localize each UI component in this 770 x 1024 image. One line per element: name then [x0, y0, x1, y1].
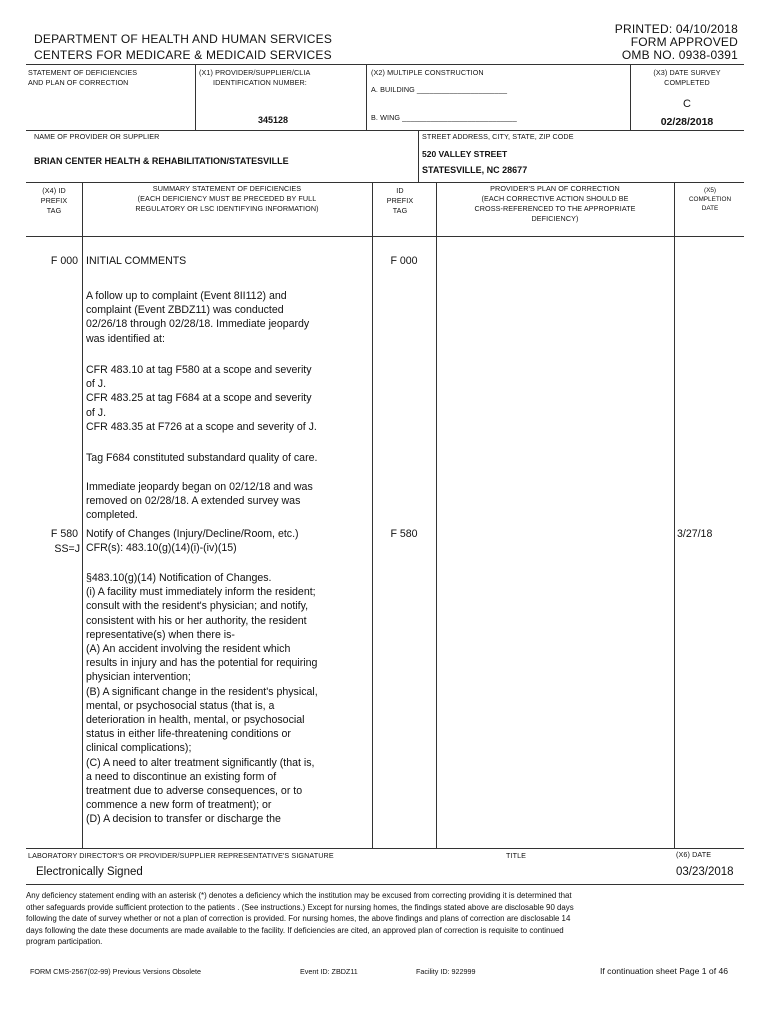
f580-title	[86, 527, 299, 555]
signature-date: 03/23/2018	[676, 866, 734, 878]
x2-label: (X2) MULTIPLE CONSTRUCTION	[371, 68, 484, 77]
text-line: Immediate jeopardy began on 02/12/18 and was	[86, 481, 313, 493]
disclaimer-line: following the date of survey whether or not a plan of correction is provided. For nursing homes, the above findings and plans of correction are disclosable 14	[26, 914, 571, 924]
address-street: 520 VALLEY STREET	[422, 149, 508, 159]
plan-header-line3: CROSS-REFERENCED TO THE APPROPRIATE	[474, 204, 636, 213]
statement-label-2: AND PLAN OF CORRECTION	[28, 78, 129, 87]
text-line: CFR 483.35 at F726 at a scope and severity of J.	[86, 420, 317, 433]
agency-title: CENTERS FOR MEDICARE & MEDICAID SERVICES	[34, 48, 332, 62]
x6-date-label: (X6) DATE	[676, 850, 712, 859]
text-line: Notify of Changes (Injury/Decline/Room, etc.)	[86, 528, 299, 540]
paragraph-complaint	[86, 289, 309, 346]
x2-wing: B. WING ____________________________	[371, 113, 517, 122]
summary-header-line1: SUMMARY STATEMENT OF DEFICIENCIES	[152, 184, 302, 193]
department-title: DEPARTMENT OF HEALTH AND HUMAN SERVICES	[34, 32, 333, 46]
disclaimer-line: days following the date these documents are made available to the facility. If deficiencies are cited, an approved plan of correction is requisite to continued	[26, 925, 564, 935]
form-id: FORM CMS-2567(02-99) Previous Versions Obsolete	[30, 967, 201, 976]
text-line: complaint (Event ZBDZ11) was conducted	[86, 304, 284, 317]
text-line: A follow up to complaint (Event 8II112) and	[86, 290, 287, 302]
text-line: 02/26/18 through 02/28/18. Immediate jeopardy	[86, 318, 310, 331]
disclaimer-line: other safeguards provide sufficient protection to the patients . (See instructions.) Except for nursing homes, the findings stated above are disclosable 90 days	[26, 902, 574, 912]
provider-name-label: NAME OF PROVIDER OR SUPPLIER	[34, 132, 160, 141]
text-line: CFR 483.25 at tag F684 at a scope and severity	[86, 392, 312, 405]
rule-provider	[26, 130, 744, 131]
text-line: (i) A facility must immediately inform the resident;	[86, 586, 316, 599]
summary-header-line3: REGULATORY OR LSC IDENTIFYING INFORMATION)	[135, 204, 319, 213]
disclaimer-line: program participation.	[26, 937, 103, 947]
statement-label-1: STATEMENT OF DEFICIENCIES	[28, 68, 138, 77]
rule-x2-left	[366, 64, 367, 130]
text-line: (D) A decision to transfer or discharge the	[86, 813, 281, 826]
initial-comments-heading: INITIAL COMMENTS	[86, 255, 187, 267]
x5-header-line3: DATE	[701, 205, 719, 212]
survey-completed-date: 02/28/2018	[660, 116, 714, 128]
text-line: (A) An accident involving the resident which	[86, 643, 291, 656]
x5-header-line1: (X5)	[703, 187, 717, 194]
x4-header	[26, 186, 82, 216]
text-line: deterioration in health, mental, or psychosocial	[86, 714, 305, 727]
text-line: (B) A significant change in the resident's physical,	[86, 685, 318, 698]
text-line: representative(s) when there is-	[86, 628, 235, 641]
id-header-line2: PREFIX	[386, 196, 414, 205]
text-line: results in injury and has the potential for requiring	[86, 657, 318, 670]
plan-header	[436, 184, 674, 224]
tag-f580: F 580	[50, 528, 78, 540]
form-approved: FORM APPROVED	[630, 35, 738, 49]
id-header-line3: TAG	[392, 206, 408, 215]
rule-x1-left	[195, 64, 196, 130]
x5-header	[676, 186, 744, 213]
rule-col-id	[372, 182, 373, 848]
x3-label-1: (X3) DATE SURVEY	[653, 68, 721, 77]
text-line: (C) A need to alter treatment significantly (that is,	[86, 756, 315, 769]
plan-header-line2: (EACH CORRECTIVE ACTION SHOULD BE	[481, 194, 629, 203]
text-line: was identified at:	[86, 332, 165, 345]
plan-header-line1: PROVIDER'S PLAN OF CORRECTION	[490, 184, 620, 193]
signature-value: Electronically Signed	[36, 866, 143, 878]
completion-date-f580: 3/27/18	[677, 528, 713, 540]
paragraph-jeopardy	[86, 480, 313, 523]
text-line: CFR(s): 483.10(g)(14)(i)-(iv)(15)	[86, 542, 237, 555]
paragraph-substandard: Tag F684 constituted substandard quality of care.	[86, 452, 318, 464]
rule-col-date	[674, 182, 675, 848]
paragraph-cfr-list	[86, 363, 317, 434]
x1-label-2: IDENTIFICATION NUMBER:	[213, 78, 307, 87]
text-line: commence a new form of treatment); or	[86, 799, 272, 812]
signature-label: LABORATORY DIRECTOR'S OR PROVIDER/SUPPLIER REPRESENTATIVE'S SIGNATURE	[28, 851, 334, 860]
text-line: mental, or psychosocial status (that is, a	[86, 699, 275, 712]
id-header-line1: ID	[396, 186, 404, 195]
tag-f000: F 000	[50, 255, 78, 267]
rule-col-tag	[82, 182, 83, 848]
provider-name: BRIAN CENTER HEALTH & REHABILITATION/STATESVILLE	[34, 156, 289, 166]
address-city: STATESVILLE, NC 28677	[422, 165, 528, 175]
provider-id-number: 345128	[258, 115, 289, 125]
address-label: STREET ADDRESS, CITY, STATE, ZIP CODE	[422, 132, 574, 141]
id-header	[372, 186, 428, 216]
rule-address-left	[418, 130, 419, 182]
rule-columns-bottom	[26, 236, 744, 237]
text-line: clinical complications);	[86, 742, 192, 755]
rule-signature-top	[26, 848, 744, 849]
text-line: of J.	[86, 406, 107, 419]
paragraph-notification	[86, 571, 318, 827]
plan-header-line4: DEFICIENCY)	[531, 214, 579, 223]
x4-header-line3: TAG	[46, 206, 62, 215]
x4-header-line1: (X4) ID	[42, 186, 66, 195]
summary-header-line2: (EACH DEFICIENCY MUST BE PRECEDED BY FULL	[137, 194, 317, 203]
text-line: treatment due to adverse consequences, or to	[86, 785, 303, 798]
text-line: of J.	[86, 378, 107, 391]
rule-top	[26, 64, 744, 65]
rule-col-plan	[436, 182, 437, 848]
facility-id: Facility ID: 922999	[416, 967, 476, 976]
page-number: If continuation sheet Page 1 of 46	[600, 966, 729, 976]
text-line: status in either life-threatening conditions or	[86, 728, 291, 741]
title-label: TITLE	[506, 851, 527, 860]
text-line: consistent with his or her authority, the resident	[86, 614, 307, 627]
scope-severity: SS=J	[54, 543, 80, 555]
x2-building: A. BUILDING ______________________	[371, 85, 508, 94]
rule-signature-bottom	[26, 884, 744, 885]
x1-label-1: (X1) PROVIDER/SUPPLIER/CLIA	[199, 68, 311, 77]
text-line: removed on 02/28/18. A extended survey was	[86, 495, 301, 508]
x5-header-line2: COMPLETION	[688, 196, 732, 203]
rule-columns-top	[26, 182, 744, 183]
text-line: consult with the resident's physician; and notify,	[86, 600, 309, 613]
text-line: physician intervention;	[86, 671, 191, 684]
event-id: Event ID: ZBDZ11	[300, 967, 358, 976]
id-tag-f000: F 000	[390, 255, 418, 267]
text-line: a need to discontinue an existing form of	[86, 770, 277, 783]
x3-code: C	[683, 98, 691, 110]
x4-header-line2: PREFIX	[40, 196, 68, 205]
disclaimer-line: Any deficiency statement ending with an asterisk (*) denotes a deficiency which the institution may be excused from correcting providing it is determined that	[26, 891, 572, 900]
text-line: CFR 483.10 at tag F580 at a scope and severity	[86, 364, 312, 376]
disclaimer	[26, 890, 574, 948]
text-line: completed.	[86, 509, 138, 522]
summary-header	[82, 184, 372, 214]
text-line: §483.10(g)(14) Notification of Changes.	[86, 572, 272, 584]
printed-date: PRINTED: 04/10/2018	[614, 22, 738, 36]
id-tag-f580: F 580	[390, 528, 418, 540]
omb-number: OMB NO. 0938-0391	[621, 48, 738, 62]
x3-label-2: COMPLETED	[664, 78, 710, 87]
